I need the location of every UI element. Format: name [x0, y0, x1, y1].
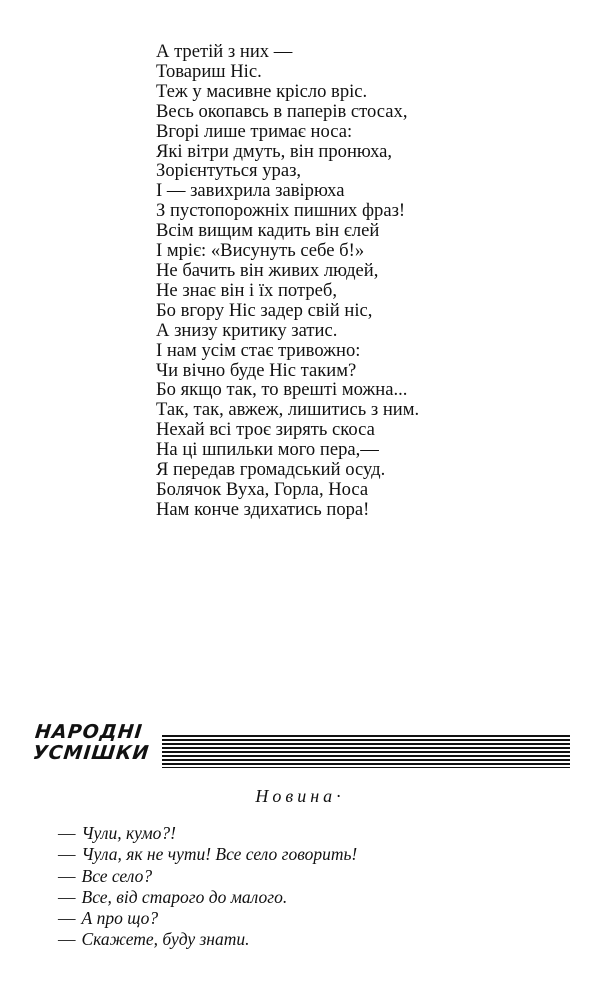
dialogue-line [58, 823, 357, 844]
poem-line: З пустопорожніх пишних фраз! [156, 200, 406, 222]
dialogue-text: Чули, кумо?! [81, 823, 176, 843]
dialogue-line [58, 929, 357, 950]
poem-line: На ці шпильки мого пера,— [156, 439, 379, 461]
dialogue-dash: — [58, 844, 76, 865]
poem-line: Бо вгору Ніс задер свій ніс, [156, 299, 373, 321]
poem-line: Болячок Вуха, Горла, Носа [156, 478, 369, 500]
poem-line: І мріє: «Висунуть себе б!» [156, 240, 365, 262]
poem-line: Не бачить він живих людей, [156, 259, 379, 281]
dialogue-line [58, 887, 357, 908]
poem-line: А знизу критику затис. [156, 319, 338, 341]
poem-line: Я передав громадський осуд. [156, 459, 386, 481]
dialogue-dash: — [58, 886, 76, 907]
dialogue-text: Все, від старого до малого. [81, 886, 288, 907]
poem-line: Нам конче здихатись пора! [156, 498, 370, 520]
poem-line: Вгорі лише тримає носа: [156, 120, 353, 142]
poem-line: Так, так, авжеж, лишитись з ним. [156, 399, 420, 421]
poem-line: Які вітри дмуть, він пронюха, [156, 140, 393, 162]
poem-line: Теж у масивне крісло вріс. [156, 80, 368, 102]
section-title [32, 722, 153, 764]
poem-line: Бо якщо так, то врешті можна... [156, 379, 408, 401]
poem-text [156, 42, 419, 520]
poem-line: І нам усім стає тривожно: [156, 339, 361, 361]
dialogue-dash: — [58, 865, 76, 886]
poem-line: Чи вічно буде Ніс таким? [156, 359, 357, 381]
poem-line: Не знає він і їх потреб, [156, 279, 337, 301]
dialogue-dash: — [58, 929, 76, 950]
section-title-line: НАРОДНІ [34, 721, 144, 743]
dialogue-text: А про що? [81, 908, 159, 929]
section-header [31, 721, 570, 768]
section-title-line: УСМІШКИ [31, 742, 151, 764]
dialogue-dash: — [58, 908, 76, 929]
dialogue-text: Все село? [81, 865, 153, 886]
dialogue-line [58, 844, 357, 865]
poem-line: Товариш Ніс. [156, 60, 262, 82]
piece-title: Новина· [255, 786, 345, 806]
poem-line: Зорієнтуться ураз, [156, 160, 302, 182]
dialogue-text: Чула, як не чути! Все село говорить! [81, 844, 358, 865]
poem-line: Нехай всі троє зирять скоса [156, 419, 375, 441]
dialogue-line [58, 908, 357, 929]
dialogue-dash: — [58, 823, 76, 843]
dialogue-line [58, 866, 357, 887]
dialogue-text: Скажете, буду знати. [81, 929, 250, 950]
poem-line: Весь окопавсь в паперів стосах, [156, 100, 408, 122]
poem-line: Всім вищим кадить він єлей [156, 220, 380, 242]
poem-line: А третій з них — [156, 41, 293, 62]
dialogue [58, 823, 357, 951]
poem-line: І — завихрила завірюха [156, 180, 345, 202]
decorative-rule-lines [162, 735, 570, 768]
